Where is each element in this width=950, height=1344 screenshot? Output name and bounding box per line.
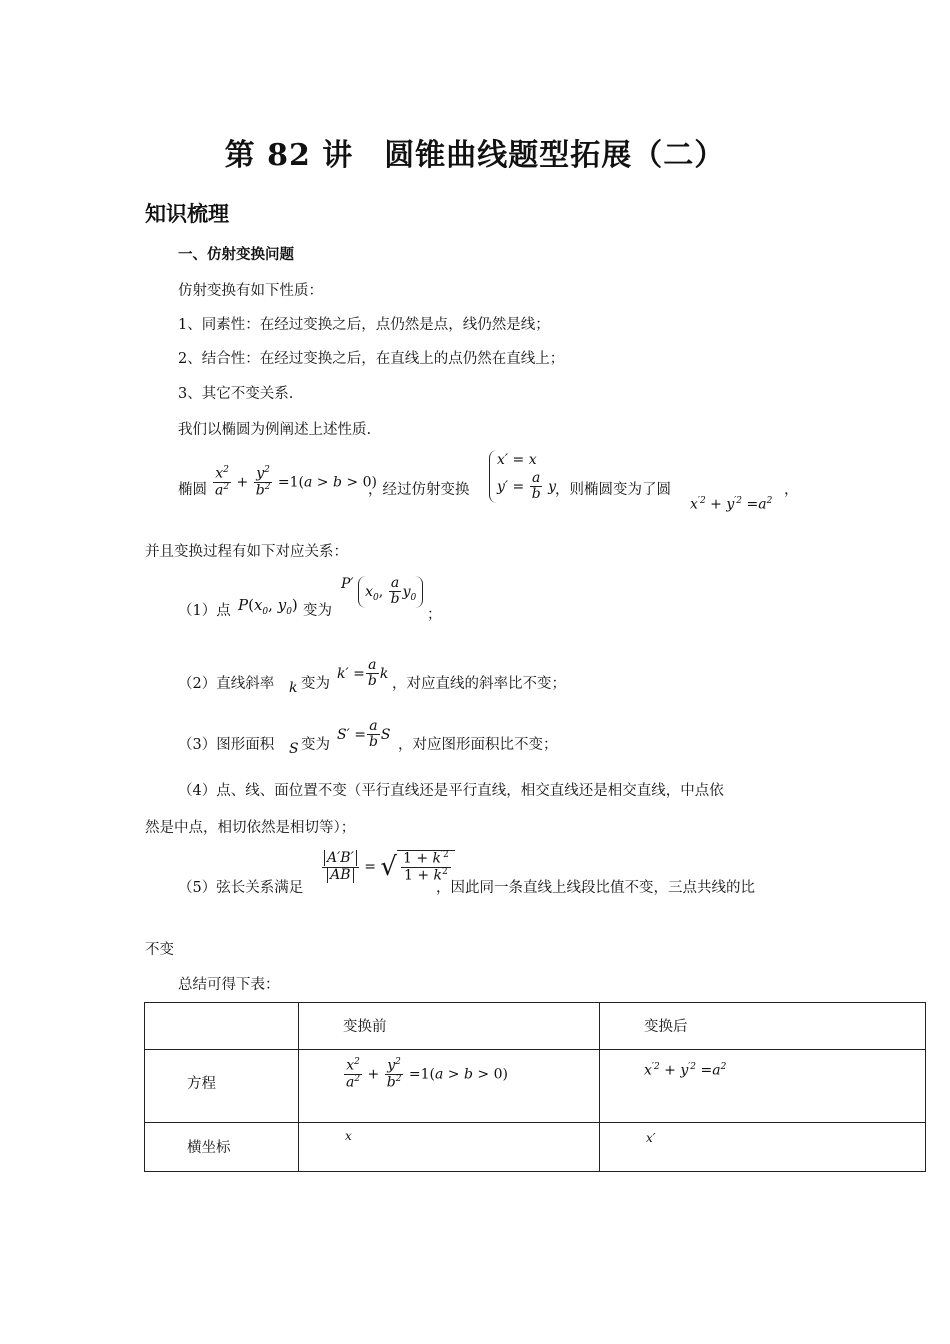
summary-table <box>144 1002 926 1172</box>
page-title: 第 82 讲 圆锥曲线题型拓展（二） <box>224 138 726 173</box>
item1-mid: 变为 <box>303 603 332 619</box>
table-header-after: 变换后 <box>600 1003 926 1050</box>
table-header-empty <box>145 1003 299 1050</box>
area-s: S <box>289 741 299 757</box>
slope-k-prime: k′ = $\frac{a}{b}$ k <box>337 657 389 690</box>
circle-equation: $x^{'2} + y^{'2} =a^2$ <box>690 496 773 513</box>
paragraph-relation: 并且变换过程有如下对应关系： <box>145 544 348 560</box>
section-heading: 知识梳理 <box>145 201 229 226</box>
paragraph-summary: 总结可得下表： <box>178 977 280 993</box>
paragraph-intro: 仿射变换有如下性质： <box>178 283 323 299</box>
item4-line1: （4）点、线、面位置不变（平行直线还是平行直线，相交直线还是相交直线，中点依 <box>178 783 724 799</box>
table-cell-label: 方程 <box>145 1050 299 1123</box>
table-header-before: 变换前 <box>299 1003 600 1050</box>
point-p: $P(x_0$, $y_0$) <box>238 596 298 617</box>
item3-pre: （3）图形面积 <box>178 737 275 753</box>
table-cell-x-prime: x′ <box>600 1123 926 1172</box>
slope-k: k <box>289 680 298 696</box>
chord-ratio-formula: $\frac{A'B'}{AB}$ = √ $\frac{1 + k^{'2}}{1 + k^2}$ <box>321 850 455 884</box>
paragraph-prop1: 1、同素性：在经过变换之后，点仍然是点，线仍然是线； <box>178 317 550 333</box>
paragraph-prop2: 2、结合性：在经过变换之后，在直线上的点仍然在直线上； <box>178 351 565 367</box>
table-cell-x: x <box>299 1123 600 1172</box>
ellipse-equation: $\frac{x^2}{a^2}$ + $\frac{y^2}{b^2}$ =1(a > b > 0) <box>215 465 377 499</box>
item2-mid: 变为 <box>301 676 330 692</box>
item5-pre: （5）弦长关系满足 <box>178 880 304 896</box>
item1-end: ； <box>427 607 442 623</box>
paragraph-ellipse-post: ，则椭圆变为了圆 <box>555 482 671 498</box>
item3-mid: 变为 <box>301 737 330 753</box>
paragraph-ellipse-end: ， <box>784 482 799 498</box>
item5-line2: 不变 <box>145 942 174 958</box>
item4-line2: 然是中点，相切依然是相切等）； <box>145 820 356 836</box>
paragraph-prop3: 3、其它不变关系. <box>178 386 294 402</box>
table-cell-ellipse: $\frac{x^2}{a^2}$ + $\frac{y^2}{b^2}$ =1(a > b > 0) <box>299 1050 600 1123</box>
item3-end: ，对应图形面积比不变； <box>398 737 558 753</box>
table-row <box>145 1123 926 1172</box>
table-row <box>145 1050 926 1123</box>
paragraph-example: 我们以椭圆为例阐述上述性质. <box>178 422 372 438</box>
subsection-heading: 一、仿射变换问题 <box>178 246 294 263</box>
point-p-prime: P′ $x_0$, $\frac{a}{b}$ $y_0$ <box>341 576 423 608</box>
item2-end: ，对应直线的斜率比不变； <box>392 676 566 692</box>
affine-transform-system: x′ = x y′ = $\frac{a}{b}$ y <box>489 450 556 503</box>
item2-pre: （2）直线斜率 <box>178 676 275 692</box>
paragraph-ellipse-pre: 椭圆 <box>178 482 207 498</box>
item1-pre: （1）点 <box>178 603 231 619</box>
paragraph-ellipse-mid: ，经过仿射变换 <box>368 482 470 498</box>
table-cell-circle: $x^{'2} + y^{'2} =a^2$ <box>600 1050 926 1123</box>
area-s-prime: S′ = $\frac{a}{b}$ S <box>337 718 391 751</box>
table-cell-label: 横坐标 <box>145 1123 299 1172</box>
item5-end: ，因此同一条直线上线段比值不变，三点共线的比 <box>436 880 755 896</box>
